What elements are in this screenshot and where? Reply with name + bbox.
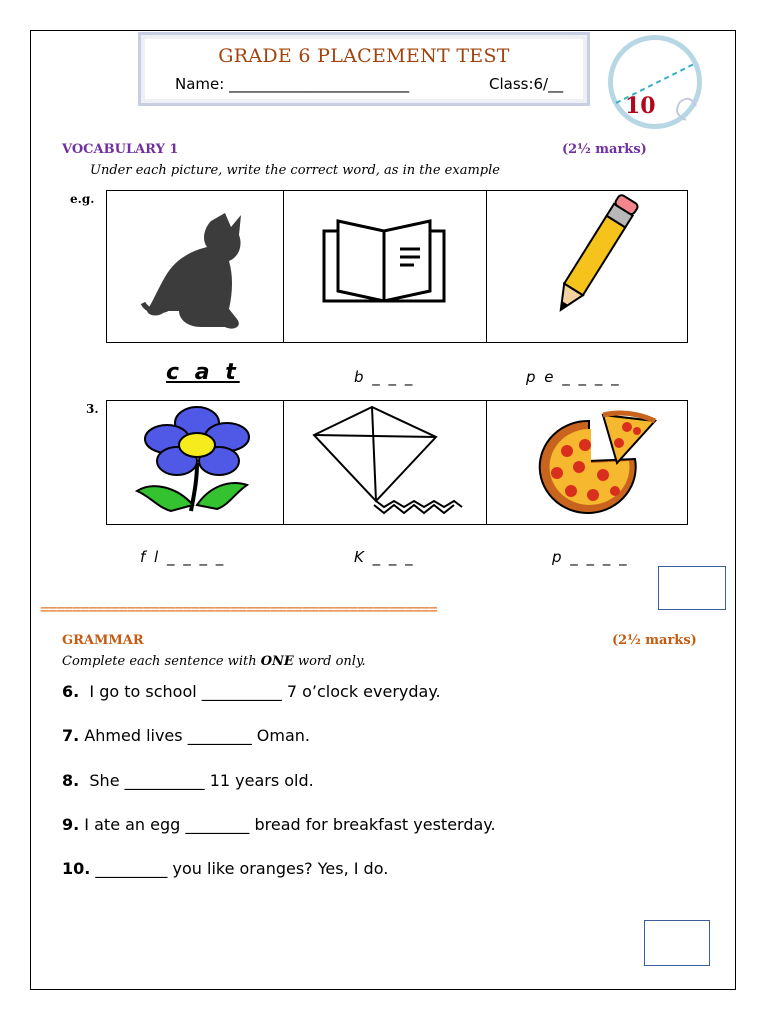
sentence-6[interactable]: 6. I go to school __________ 7 o’clock everyday.: [62, 682, 441, 701]
grammar-instruction: Complete each sentence with ONE word only.: [62, 654, 366, 669]
name-field[interactable]: Name: ________________________: [175, 75, 410, 93]
pencil-icon: [487, 191, 687, 342]
section-divider: ==================================================: [40, 600, 437, 618]
sentence-9[interactable]: 9. I ate an egg ________ bread for breakfast yesterday.: [62, 815, 496, 834]
grammar-marks: (2½ marks): [612, 633, 697, 648]
answer-field[interactable]: K _ _ _: [354, 548, 415, 566]
picture-cell-pizza: [486, 400, 688, 525]
answer-field[interactable]: b _ _ _: [354, 368, 415, 386]
book-icon: [284, 191, 486, 342]
picture-cell-cat: [106, 190, 284, 343]
sentence-10[interactable]: 10. _________ you like oranges? Yes, I do.: [62, 859, 389, 878]
pizza-icon: [487, 401, 687, 524]
total-score: 10: [625, 93, 656, 119]
vocabulary-instruction: Under each picture, write the correct word, as in the example: [90, 163, 500, 178]
item-number: 3.: [86, 402, 99, 416]
vocabulary-marks: (2½ marks): [562, 142, 647, 157]
picture-cell-book: [283, 190, 487, 343]
kite-icon: [284, 401, 486, 524]
picture-cell-kite: [283, 400, 487, 525]
answer-field[interactable]: p e _ _ _ _: [526, 368, 621, 386]
grammar-title: GRAMMAR: [62, 633, 144, 648]
sentence-8[interactable]: 8. She __________ 11 years old.: [62, 771, 314, 790]
picture-cell-pencil: [486, 190, 688, 343]
answer-field[interactable]: p _ _ _ _: [552, 548, 629, 566]
example-answer: c a t: [166, 360, 240, 385]
cat-icon: [107, 191, 283, 342]
grammar-score-box[interactable]: [644, 920, 710, 966]
item-number: e.g.: [70, 192, 95, 206]
sentence-7[interactable]: 7. Ahmed lives ________ Oman.: [62, 726, 310, 745]
header-box: [138, 32, 590, 106]
score-slash-icon: [608, 35, 708, 135]
class-field[interactable]: Class:6/__: [489, 75, 564, 93]
test-title: GRADE 6 PLACEMENT TEST: [218, 45, 510, 67]
flower-icon: [107, 401, 283, 524]
vocabulary-title: VOCABULARY 1: [62, 142, 179, 157]
answer-field[interactable]: f l _ _ _ _: [140, 548, 226, 566]
picture-cell-flower: [106, 400, 284, 525]
